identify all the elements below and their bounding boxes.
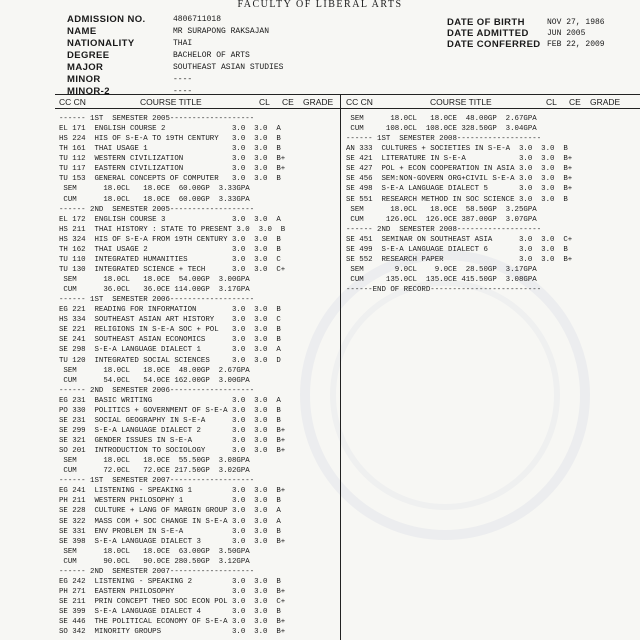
course-row: SE 321 GENDER ISSUES IN S-E-A 3.0 3.0 B+ <box>59 437 286 445</box>
nationality-label: NATIONALITY <box>67 38 135 49</box>
course-row: SE 322 MASS COM + SOC CHANGE IN S-E-A 3.0 3.0 A <box>59 517 281 526</box>
semester-header-row: ------ 1ST SEMESTER 2008------------------- <box>346 135 542 144</box>
course-row: TU 117 EASTERN CIVILIZATION 3.0 3.0 B+ <box>59 165 286 174</box>
gpa-summary-row: CUM 18.0CL 18.0CE 60.00GP 3.33GPA <box>59 195 250 204</box>
course-row: SE 456 SEM:NON-GOVERN ORG+CIVIL S-E-A 3.0 3.0 B+ <box>346 175 573 184</box>
course-row: TU 110 INTEGRATED HUMANITIES 3.0 3.0 C <box>59 255 281 264</box>
gpa-summary-row: CUM 108.0CL 108.0CE 328.50GP 3.04GPA <box>346 125 537 134</box>
conferred-label: DATE CONFERRED <box>447 39 541 50</box>
gpa-summary-row: SEM 18.0CL 18.0CE 58.50GP 3.25GPA <box>346 205 537 214</box>
seal-inner-ring <box>330 280 560 510</box>
course-row: SE 399 S-E-A LANGUAGE DIALECT 4 3.0 3.0 B <box>59 608 281 617</box>
gpa-summary-row: SEM 18.0CL 18.0CE 54.00GP 3.00GPA <box>59 276 250 284</box>
course-row: EG 242 LISTENING - SPEAKING 2 3.0 3.0 B <box>59 577 281 586</box>
minor2-value: ---- <box>173 87 193 96</box>
semester-header-row: ------ 2ND SEMESTER 2007------------------- <box>59 567 255 576</box>
major-value: SOUTHEAST ASIAN STUDIES <box>173 63 284 72</box>
semester-header-row: ------ 1ST SEMESTER 2006------------------- <box>59 296 255 305</box>
admission-no-value: 4806711018 <box>173 15 222 24</box>
gpa-summary-row: SEM 18.0CL 18.0CE 55.50GP 3.08GPA <box>59 457 250 466</box>
course-row: SE 499 S-E-A LANGUAGE DIALECT 6 3.0 3.0 B <box>346 245 568 254</box>
course-row: TH 162 THAI USAGE 2 3.0 3.0 B <box>59 245 281 254</box>
course-row: SE 427 POL + ECON COOPERATION IN ASIA 3.0 3.0 B+ <box>346 165 573 174</box>
gpa-summary-row: CUM 72.0CL 72.0CE 217.50GP 3.02GPA <box>59 467 250 476</box>
left-col-course-title: COURSE TITLE <box>140 97 202 107</box>
table-top-rule <box>55 94 640 95</box>
course-row: SE 446 THE POLITICAL ECONOMY OF S-E-A 3.0 3.0 B+ <box>59 618 286 627</box>
name-label: NAME <box>67 26 97 37</box>
course-row: SE 421 LITERATURE IN S-E-A 3.0 3.0 B+ <box>346 155 573 164</box>
dob-label: DATE OF BIRTH <box>447 17 525 28</box>
name-value: MR SURAPONG RAKSAJAN <box>173 27 270 36</box>
gpa-summary-row: SEM 18.0CL 18.0CE 48.00GP 2.67GPA <box>59 366 250 375</box>
semester-header-row: ------ 2ND SEMESTER 2008------------------- <box>346 225 542 234</box>
left-course-list <box>59 114 285 637</box>
course-row: SE 231 SOCIAL GEOGRAPHY IN S-E-A 3.0 3.0 B <box>59 416 281 425</box>
faculty-title: FACULTY OF LIBERAL ARTS <box>237 0 403 10</box>
semester-header-row: ------ 2ND SEMESTER 2006------------------- <box>59 386 255 395</box>
major-label: MAJOR <box>67 62 104 73</box>
gpa-summary-row: SEM 18.0CL 18.0CE 60.00GP 3.33GPA <box>59 185 250 194</box>
course-row: PH 271 EASTERN PHILOSOPHY 3.0 3.0 B+ <box>59 587 286 596</box>
course-row: SO 201 INTRODUCTION TO SOCIOLOGY 3.0 3.0 B+ <box>59 447 286 456</box>
course-row: SE 241 SOUTHEAST ASIAN ECONOMICS 3.0 3.0 B <box>59 336 281 345</box>
course-row: SE 498 S-E-A LANGUAGE DIALECT 5 3.0 3.0 B+ <box>346 185 573 194</box>
conferred-value: FEB 22, 2009 <box>547 40 605 49</box>
course-row: TU 120 INTEGRATED SOCIAL SCIENCES 3.0 3.0 D <box>59 356 281 365</box>
course-row: PO 330 POLITICS + GOVERNMENT OF S-E-A 3.0 3.0 B <box>59 406 281 415</box>
course-row: EL 172 ENGLISH COURSE 3 3.0 3.0 A <box>59 215 281 224</box>
course-row: SE 331 ENV PROBLEM IN S-E-A 3.0 3.0 B <box>59 527 281 536</box>
degree-value: BACHELOR OF ARTS <box>173 51 250 60</box>
course-row: SO 342 MINORITY GROUPS 3.0 3.0 B+ <box>59 628 286 637</box>
course-row: TU 112 WESTERN CIVILIZATION 3.0 3.0 B+ <box>59 155 286 164</box>
admission-no-label: ADMISSION NO. <box>67 14 146 25</box>
left-col-cc-cn: CC CN <box>59 97 86 107</box>
course-row: HS 324 HIS OF S-E-A FROM 19TH CENTURY 3.0 3.0 B <box>59 235 281 244</box>
dob-value: NOV 27, 1986 <box>547 18 605 27</box>
minor-value: ---- <box>173 75 193 84</box>
course-row: TH 161 THAI USAGE 1 3.0 3.0 B <box>59 145 281 154</box>
right-course-list <box>346 114 572 295</box>
right-col-ce: CE <box>569 97 581 107</box>
left-col-grade: GRADE <box>303 97 334 107</box>
course-row: PH 211 WESTERN PHILOSOPHY 1 3.0 3.0 B <box>59 497 281 506</box>
semester-header-row: ------ 1ST SEMESTER 2007------------------- <box>59 477 255 486</box>
course-row: HS 334 SOUTHEAST ASIAN ART HISTORY 3.0 3.0 C <box>59 316 281 325</box>
gpa-summary-row: CUM 36.0CL 36.0CE 114.00GP 3.17GPA <box>59 286 250 295</box>
semester-header-row: ------END OF RECORD------------------------- <box>346 286 542 295</box>
gpa-summary-row: SEM 18.0CL 18.0CE 48.00GP 2.67GPA <box>346 115 537 123</box>
minor2-label: MINOR-2 <box>67 86 110 97</box>
course-row: EG 221 READING FOR INFORMATION 3.0 3.0 B <box>59 306 281 315</box>
degree-label: DEGREE <box>67 50 110 61</box>
course-row: SE 221 RELIGIONS IN S-E-A SOC + POL 3.0 3.0 B <box>59 326 281 335</box>
column-divider <box>340 94 341 640</box>
course-row: SE 451 SEMINAR ON SOUTHEAST ASIA 3.0 3.0 C+ <box>346 235 573 244</box>
semester-header-row: ------ 1ST SEMESTER 2005------------------- <box>59 115 255 123</box>
gpa-summary-row: SEM 9.0CL 9.0CE 28.50GP 3.17GPA <box>346 265 537 274</box>
nationality-value: THAI <box>173 39 193 48</box>
course-row: TU 130 INTEGRATED SCIENCE + TECH 3.0 3.0 C+ <box>59 265 286 274</box>
gpa-summary-row: CUM 135.0CL 135.0CE 415.50GP 3.08GPA <box>346 276 537 284</box>
gpa-summary-row: CUM 54.0CL 54.0CE 162.00GP 3.00GPA <box>59 376 250 385</box>
course-row: SE 298 S-E-A LANGUAGE DIALECT 1 3.0 3.0 A <box>59 346 281 355</box>
course-row: SE 299 S-E-A LANGUAGE DIALECT 2 3.0 3.0 B+ <box>59 426 286 435</box>
course-row: SE 228 CULTURE + LANG OF MARGIN GROUP 3.0 3.0 A <box>59 507 281 516</box>
course-row: EG 241 LISTENING - SPEAKING 1 3.0 3.0 B+ <box>59 487 286 496</box>
course-row: SE 552 RESEARCH PAPER 3.0 3.0 B+ <box>346 255 573 264</box>
admitted-value: JUN 2005 <box>547 29 586 38</box>
right-col-cc-cn: CC CN <box>346 97 373 107</box>
course-row: EG 231 BASIC WRITING 3.0 3.0 A <box>59 396 281 405</box>
table-header-rule <box>55 108 640 109</box>
right-col-grade: GRADE <box>590 97 621 107</box>
course-row: TU 153 GENERAL CONCEPTS OF COMPUTER 3.0 3.0 B <box>59 175 281 184</box>
course-row: SE 551 RESEARCH METHOD IN SOC SCIENCE 3.0 3.0 B <box>346 195 568 204</box>
minor-label: MINOR <box>67 74 101 85</box>
course-row: HS 224 HIS OF S-E-A TO 19TH CENTURY 3.0 3.0 B <box>59 135 281 144</box>
left-col-ce: CE <box>282 97 294 107</box>
course-row: EL 171 ENGLISH COURSE 2 3.0 3.0 A <box>59 125 281 134</box>
right-col-cl: CL <box>546 97 557 107</box>
course-row: HS 211 THAI HISTORY : STATE TO PRESENT 3.0 3.0 B <box>59 225 286 234</box>
gpa-summary-row: SEM 18.0CL 18.0CE 63.00GP 3.50GPA <box>59 547 250 556</box>
gpa-summary-row: CUM 126.0CL 126.0CE 387.00GP 3.07GPA <box>346 215 537 224</box>
course-row: SE 398 S-E-A LANGUAGE DIALECT 3 3.0 3.0 B+ <box>59 537 286 546</box>
course-row: SE 211 PRIN CONCEPT THEO SOC ECON POL 3.0 3.0 C+ <box>59 598 286 606</box>
semester-header-row: ------ 2ND SEMESTER 2005------------------- <box>59 205 255 214</box>
right-col-course-title: COURSE TITLE <box>430 97 492 107</box>
course-row: AN 333 CULTURES + SOCIETIES IN S-E-A 3.0 3.0 B <box>346 145 568 154</box>
admitted-label: DATE ADMITTED <box>447 28 529 39</box>
gpa-summary-row: CUM 90.0CL 90.0CE 280.50GP 3.12GPA <box>59 557 250 566</box>
left-col-cl: CL <box>259 97 270 107</box>
